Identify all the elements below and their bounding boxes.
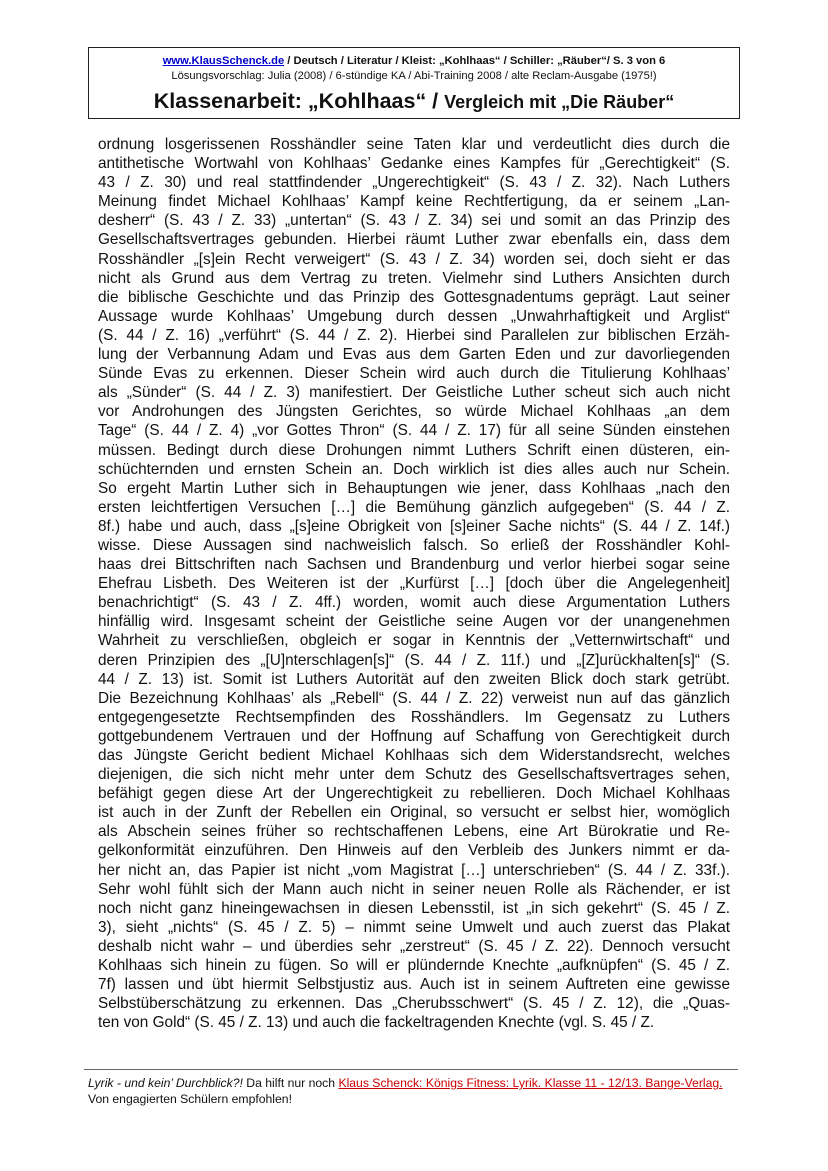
book-link[interactable]: Klaus Schenck: Königs Fitness: Lyrik. Klasse 11 - 12/13. Bange-Verlag. xyxy=(338,1076,723,1090)
header-subline: Lösungsvorschlag: Julia (2008) / 6-stündige KA / Abi-Training 2008 / alte Reclam-Ausgabe (1975!) xyxy=(171,70,657,82)
text-line: 43 / Z. 30) und real stattfindender „Ungerechtigkeit“ (S. 43 / Z. 32). Nach Luthers xyxy=(98,174,730,192)
page-title xyxy=(89,87,739,116)
page-title-main: Klassenarbeit: „Kohlhaas“ / xyxy=(153,89,445,113)
text-line: Kohlhaas sich hinein zu fügen. So will er plündernde Knechte „aufknüpfen“ (S. 45 / Z. xyxy=(98,957,730,975)
text-line: wisse. Diese Aussagen sind nachweislich falsch. So erließ der Rosshändler Kohl- xyxy=(98,536,730,554)
text-line: ist auch in der Zunft der Rebellen ein Original, so versucht er selbst hier, womöglich xyxy=(98,804,730,822)
text-line: Die Bezeichnung Kohlhaas’ als „Rebell“ (S. 44 / Z. 22) verweist nun auf das gänzlich xyxy=(98,689,730,707)
text-line: desherr“ (S. 43 / Z. 33) „untertan“ (S. 43 / Z. 34) sei und somit an das Prinzip des xyxy=(98,212,730,230)
text-line: gelkonformität einzuführen. Den Hinweis auf den Verbleib des Junkers nimmt er da- xyxy=(98,842,730,860)
text-line: ten von Gold“ (S. 45 / Z. 13) und auch die fackeltragenden Knechte (vgl. S. 45 / Z. xyxy=(98,1014,655,1032)
text-line: noch nicht ganz hineingewachsen in diesen Lebensstil, ist „in sich gekehrt“ (S. 45 / Z. xyxy=(98,899,730,917)
text-line: Sünde Evas zu erkennen. Dieser Schein wird auch durch die Titulierung Kohlhaas’ xyxy=(98,365,730,383)
text-line: das Jüngste Gericht bedient Michael Kohlhaas sich dem Widerstandsrecht, welches xyxy=(98,747,730,764)
text-line: Sehr wohl fühlt sich der Mann auch nicht in seiner neuen Rolle als Rächender, er ist xyxy=(98,880,730,898)
text-line: Wahrheit zu verschließen, obgleich er sogar in Kenntnis der „Vetternwirtschaft“ und xyxy=(98,632,730,650)
text-line: her nicht an, das Papier ist nicht „vom Magistrat […] unterschrieben“ (S. 44 / Z. 33f.). xyxy=(98,861,730,879)
text-line: Selbstüberschätzung zu erkennen. Das „Cherubsschwert“ (S. 45 / Z. 12), die „Quas- xyxy=(98,995,730,1013)
text-line: Tage“ (S. 44 / Z. 4) „vor Gottes Thron“ (S. 44 / Z. 17) für all seine Sünden einstehen xyxy=(98,422,730,440)
text-line: Meinung findet Michael Kohlhaas’ Kampf keine Rechtfertigung, da er seinem „Lan- xyxy=(98,193,730,211)
text-line: die biblische Geschichte und das Prinzip des Gottesgnadentums geprägt. Laut seiner xyxy=(98,288,730,306)
text-line: 3), sieht „nichts“ (S. 45 / Z. 5) – nimmt seine Umwelt und auch zuerst das Plakat xyxy=(98,918,730,936)
text-line: Aussage wurde Kohlhaas’ Umgebung durch dessen „Unwahrhaftigkeit und Arglist“ xyxy=(98,307,730,325)
footer-tail-text: Von engagierten Schülern empfohlen! xyxy=(88,1092,292,1106)
text-line: als „Sünder“ (S. 44 / Z. 3) manifestiert. Der Geistliche Luther scheut sich auch nicht xyxy=(98,384,730,402)
text-line: ordnung losgerissenen Rosshändler seine Taten klar und verdeutlicht dies durch die xyxy=(98,136,730,153)
text-line: (S. 44 / Z. 16) „verführt“ (S. 44 / Z. 2). Hierbei sind Parallelen zur biblischen Erzäh- xyxy=(98,326,730,344)
text-line: nicht als Grund aus dem Vertrag zu treten. Vielmehr sind Luthers Ansichten durch xyxy=(98,269,730,287)
text-line: lung der Verbannung Adam und Evas aus dem Garten Eden und zur davorliegenden xyxy=(98,346,730,364)
text-line: diejenigen, die sich nicht mehr unter dem Schutz des Gesellschaftsvertrages sehen, xyxy=(98,766,730,784)
footer-text: Da hilft nur noch xyxy=(242,1076,339,1090)
text-line: gottgebundenem Vertrauen und der Hoffnung auf Schaffung von Gerechtigkeit durch xyxy=(98,727,730,745)
header-breadcrumb xyxy=(89,54,739,68)
footer-italic-text: Lyrik - und kein’ Durchblick?! xyxy=(88,1076,243,1090)
text-line: 8f.) habe und auch, dass „[s]eine Obrigkeit von [s]einer Sache nichts“ (S. 44 / Z. 14f.) xyxy=(98,517,730,535)
text-line: schüchternden und ernsten Schein an. Doch wirklich ist dies alles auch nur Schein. xyxy=(98,460,730,478)
essay-body xyxy=(98,135,730,1032)
text-line: benachrichtigt“ (S. 43 / Z. 4ff.) worden, womit auch diese Argumentation Luthers xyxy=(98,594,730,612)
text-line: haas drei Bittschriften nach Sachsen und Brandenburg und verlor hierbei sogar seine xyxy=(98,556,730,574)
text-line: befähigt gegen diese Art der Ungerechtigkeit zu rebellieren. Doch Michael Kohlhaas xyxy=(98,785,730,803)
text-line: müssen. Bedingt durch diese Drohungen nimmt Luthers Schrift einen düsteren, ein- xyxy=(98,441,730,459)
footer-divider xyxy=(84,1069,738,1070)
text-line: So ergeht Martin Luther sich in Behauptungen wie jener, dass Kohlhaas „nach den xyxy=(98,479,730,497)
text-line: deren Prinzipien des „[U]nterschlagen[s]“ (S. 44 / Z. 11f.) und „[Z]urückhalten[s]“ (S. xyxy=(98,651,730,669)
text-line: deshalb nicht wahr – und überdies sehr „zerstreut“ (S. 45 / Z. 22). Dennoch versucht xyxy=(98,937,730,955)
text-line: Ehefrau Lisbeth. Des Weiteren ist der „Kurfürst […] [doch über die Angelegenheit] xyxy=(98,575,730,593)
text-line: Gesellschaftsvertrages gebunden. Hierbei räumt Luther zwar ebenfalls ein, dass dem xyxy=(98,231,730,249)
text-line: als Abschein seines früher so rechtschaffenen Lebens, eine Art Bürokratie und Re- xyxy=(98,823,730,841)
text-line: 7f) lassen und übt hiermit Selbstjustiz aus. Auch ist in seinem Auftreten eine gewisse xyxy=(98,976,730,994)
text-line: 44 / Z. 13) ist. Somit ist Luthers Autorität auf den zweiten Blick doch stark getrübt. xyxy=(98,670,730,688)
text-line: entgegengesetzte Rechtsempfinden des Rosshändlers. Im Gegensatz zu Luthers xyxy=(98,708,730,726)
site-link[interactable]: www.KlausSchenck.de xyxy=(162,55,285,67)
page-footer xyxy=(88,1075,728,1107)
text-line: Rosshändler „[s]ein Recht verweigert“ (S. 43 / Z. 34) worden sei, doch sieht er das xyxy=(98,250,730,268)
header-breadcrumb-text: / Deutsch / Literatur / Kleist: „Kohlhaas“ / Schiller: „Räuber“/ S. 3 von 6 xyxy=(284,55,666,67)
text-line: antithetische Wortwahl von Kohlhaas’ Gedanke eines Kampfes für „Gerechtigkeit“ (S. xyxy=(98,155,730,173)
document-header xyxy=(88,47,740,119)
page-title-sub: Vergleich mit „Die Räuber“ xyxy=(444,92,675,112)
text-line: vor Androhungen des Jüngsten Gerichtes, so würde Michael Kohlhaas „an dem xyxy=(98,403,730,421)
text-line: ersten leichtfertigen Versuchen […] die Bemühung gänzlich aufgegeben“ (S. 44 / Z. xyxy=(98,498,730,516)
text-line: hinfällig wird. Insgesamt scheint der Geistliche seine Augen vor der unangenehmen xyxy=(98,613,730,631)
